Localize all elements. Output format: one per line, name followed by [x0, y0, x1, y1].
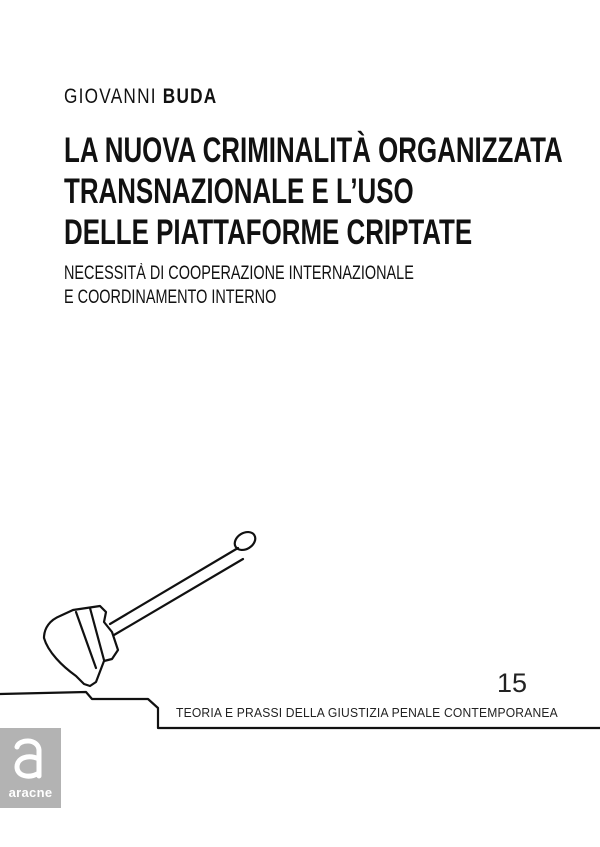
- aracne-logo-icon: [8, 734, 53, 784]
- publisher-logo: [0, 728, 61, 808]
- gavel-handle: [110, 548, 243, 635]
- author-last-name: BUDA: [162, 85, 218, 108]
- publisher-name: aracne: [8, 785, 53, 800]
- gavel-head-band: [76, 608, 104, 668]
- gavel-head: [44, 606, 118, 686]
- author-first-name: GIOVANNI: [64, 85, 157, 108]
- subtitle-line: E COORDINAMENTO INTERNO: [64, 287, 277, 308]
- series-number: 15: [497, 668, 528, 698]
- title-line: TRANSNAZIONALE E L’USO: [64, 172, 414, 211]
- title-line: DELLE PIATTAFORME CRIPTATE: [64, 213, 473, 252]
- title-line: LA NUOVA CRIMINALITÀ ORGANIZZATA: [64, 131, 563, 170]
- series-title: TEORIA E PRASSI DELLA GIUSTIZIA PENALE CONTEMPORANEA: [176, 705, 558, 720]
- subtitle-line: NECESSITÀ DI COOPERAZIONE INTERNAZIONALE: [64, 263, 414, 284]
